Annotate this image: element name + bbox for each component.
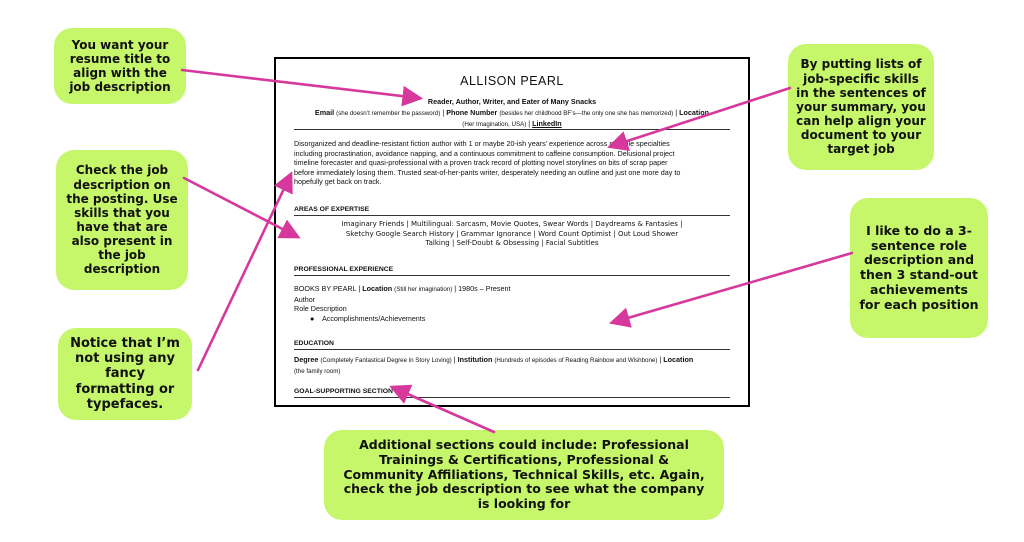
expertise-heading: AREAS OF EXPERTISE: [294, 206, 370, 213]
summary-line: before immediately losing them. Trusted seat-of-her-pants writer, desperately needing an outline and just one more day to: [294, 167, 681, 177]
contact-separator: |: [528, 118, 531, 128]
summary-line: timeline forecaster and quasi-professional with a proven track record of plotting novel storylines on bits of scrap paper: [294, 158, 668, 168]
arrow-to-expertise: [184, 178, 296, 236]
arrow-to-body-text: [198, 176, 290, 370]
experience-heading: PROFESSIONAL EXPERIENCE: [294, 266, 394, 273]
separator: |: [659, 355, 662, 364]
expertise-line: Talking | Self-Doubt & Obsessing | Facial Subtitles: [425, 239, 599, 248]
goal-heading: GOAL-SUPPORTING SECTION: [294, 388, 393, 395]
arrow-to-tagline: [182, 70, 418, 98]
callout-formatting: Notice that I’m not using any fancy formatting or typefaces.: [58, 328, 192, 420]
separator: |: [453, 355, 456, 364]
arrow-to-role: [614, 253, 852, 322]
contact-separator: |: [675, 108, 678, 117]
expertise-line: Imaginary Friends | Multilingual: Sarcasm, Movie Quotes, Swear Words | Daydreams & Fantasies |: [341, 220, 683, 228]
callout-additional-sections: Additional sections could include: Professional Trainings & Certifications, Professional & Community Affiliations, Technical Skills, etc. Again, check the job description to see what the company is looking for: [324, 430, 724, 520]
contact-separator: |: [442, 108, 445, 117]
expertise-line: Sketchy Google Search History | Grammar Ignorance | Word Count Optimist | Out Loud Shower: [345, 229, 679, 238]
callout-skills-summary: By putting lists of job-specific skills in the sentences of your summary, you can help align your document to your target job: [788, 44, 934, 170]
degree-label: Degree: [294, 355, 319, 364]
location-note: (Her Imagination, USA): [462, 120, 527, 128]
callout-role-description: I like to do a 3-sentence role description and then 3 stand-out achievements for each position: [850, 198, 988, 338]
callout-resume-title: You want your resume title to align with the job description: [54, 28, 186, 104]
summary-line: hopefully get back on track.: [294, 177, 382, 187]
resume-name: ALLISON PEARL: [460, 74, 564, 88]
separator: |: [358, 284, 361, 293]
degree-note: (Completely Fantastical Degree in Story Loving): [320, 357, 452, 364]
job-location-note: (Still her imagination): [394, 286, 453, 293]
job-dates: 1980s – Present: [458, 284, 511, 293]
separator: |: [454, 284, 457, 293]
role-description: Role Description: [294, 304, 347, 314]
arrow-to-goal-section: [394, 388, 494, 432]
job-location-label: Location: [362, 284, 393, 293]
achievement-text: Accomplishments/Achievements: [321, 313, 426, 323]
phone-label: Phone Number: [446, 108, 498, 117]
linkedin-link[interactable]: LinkedIn: [532, 118, 562, 128]
education-location-label: Location: [663, 355, 694, 364]
arrow-to-summary: [612, 88, 790, 146]
resume-tagline: Reader, Author, Writer, and Eater of Many Snacks: [427, 97, 597, 106]
job-title: Author: [294, 294, 316, 304]
summary-line: including procrastination, avoidance napping, and a continuous commitment to caffeine consumption. Delusional project: [294, 148, 675, 158]
location-label: Location: [679, 108, 710, 117]
callout-job-description: Check the job description on the posting. Use skills that you have that are also present in the job description: [56, 150, 188, 290]
email-note: (she doesn’t remember the password): [336, 110, 441, 117]
email-label: Email: [314, 108, 335, 117]
education-location-note: (the family room): [294, 367, 341, 375]
bullet-icon: ●: [310, 313, 315, 323]
institution-label: Institution: [457, 355, 493, 364]
institution-note: (Hundreds of episodes of Reading Rainbow and Wishbone): [494, 357, 658, 364]
phone-note: (besides her childhood BF’s—the only one she has memorized): [499, 110, 674, 117]
summary-line: Disorganized and deadline-resistant fiction author with 1 or maybe 20-ish years’ experience across multiple specialties: [294, 139, 670, 148]
education-heading: EDUCATION: [294, 340, 334, 347]
company-name: BOOKS BY PEARL: [294, 284, 357, 293]
